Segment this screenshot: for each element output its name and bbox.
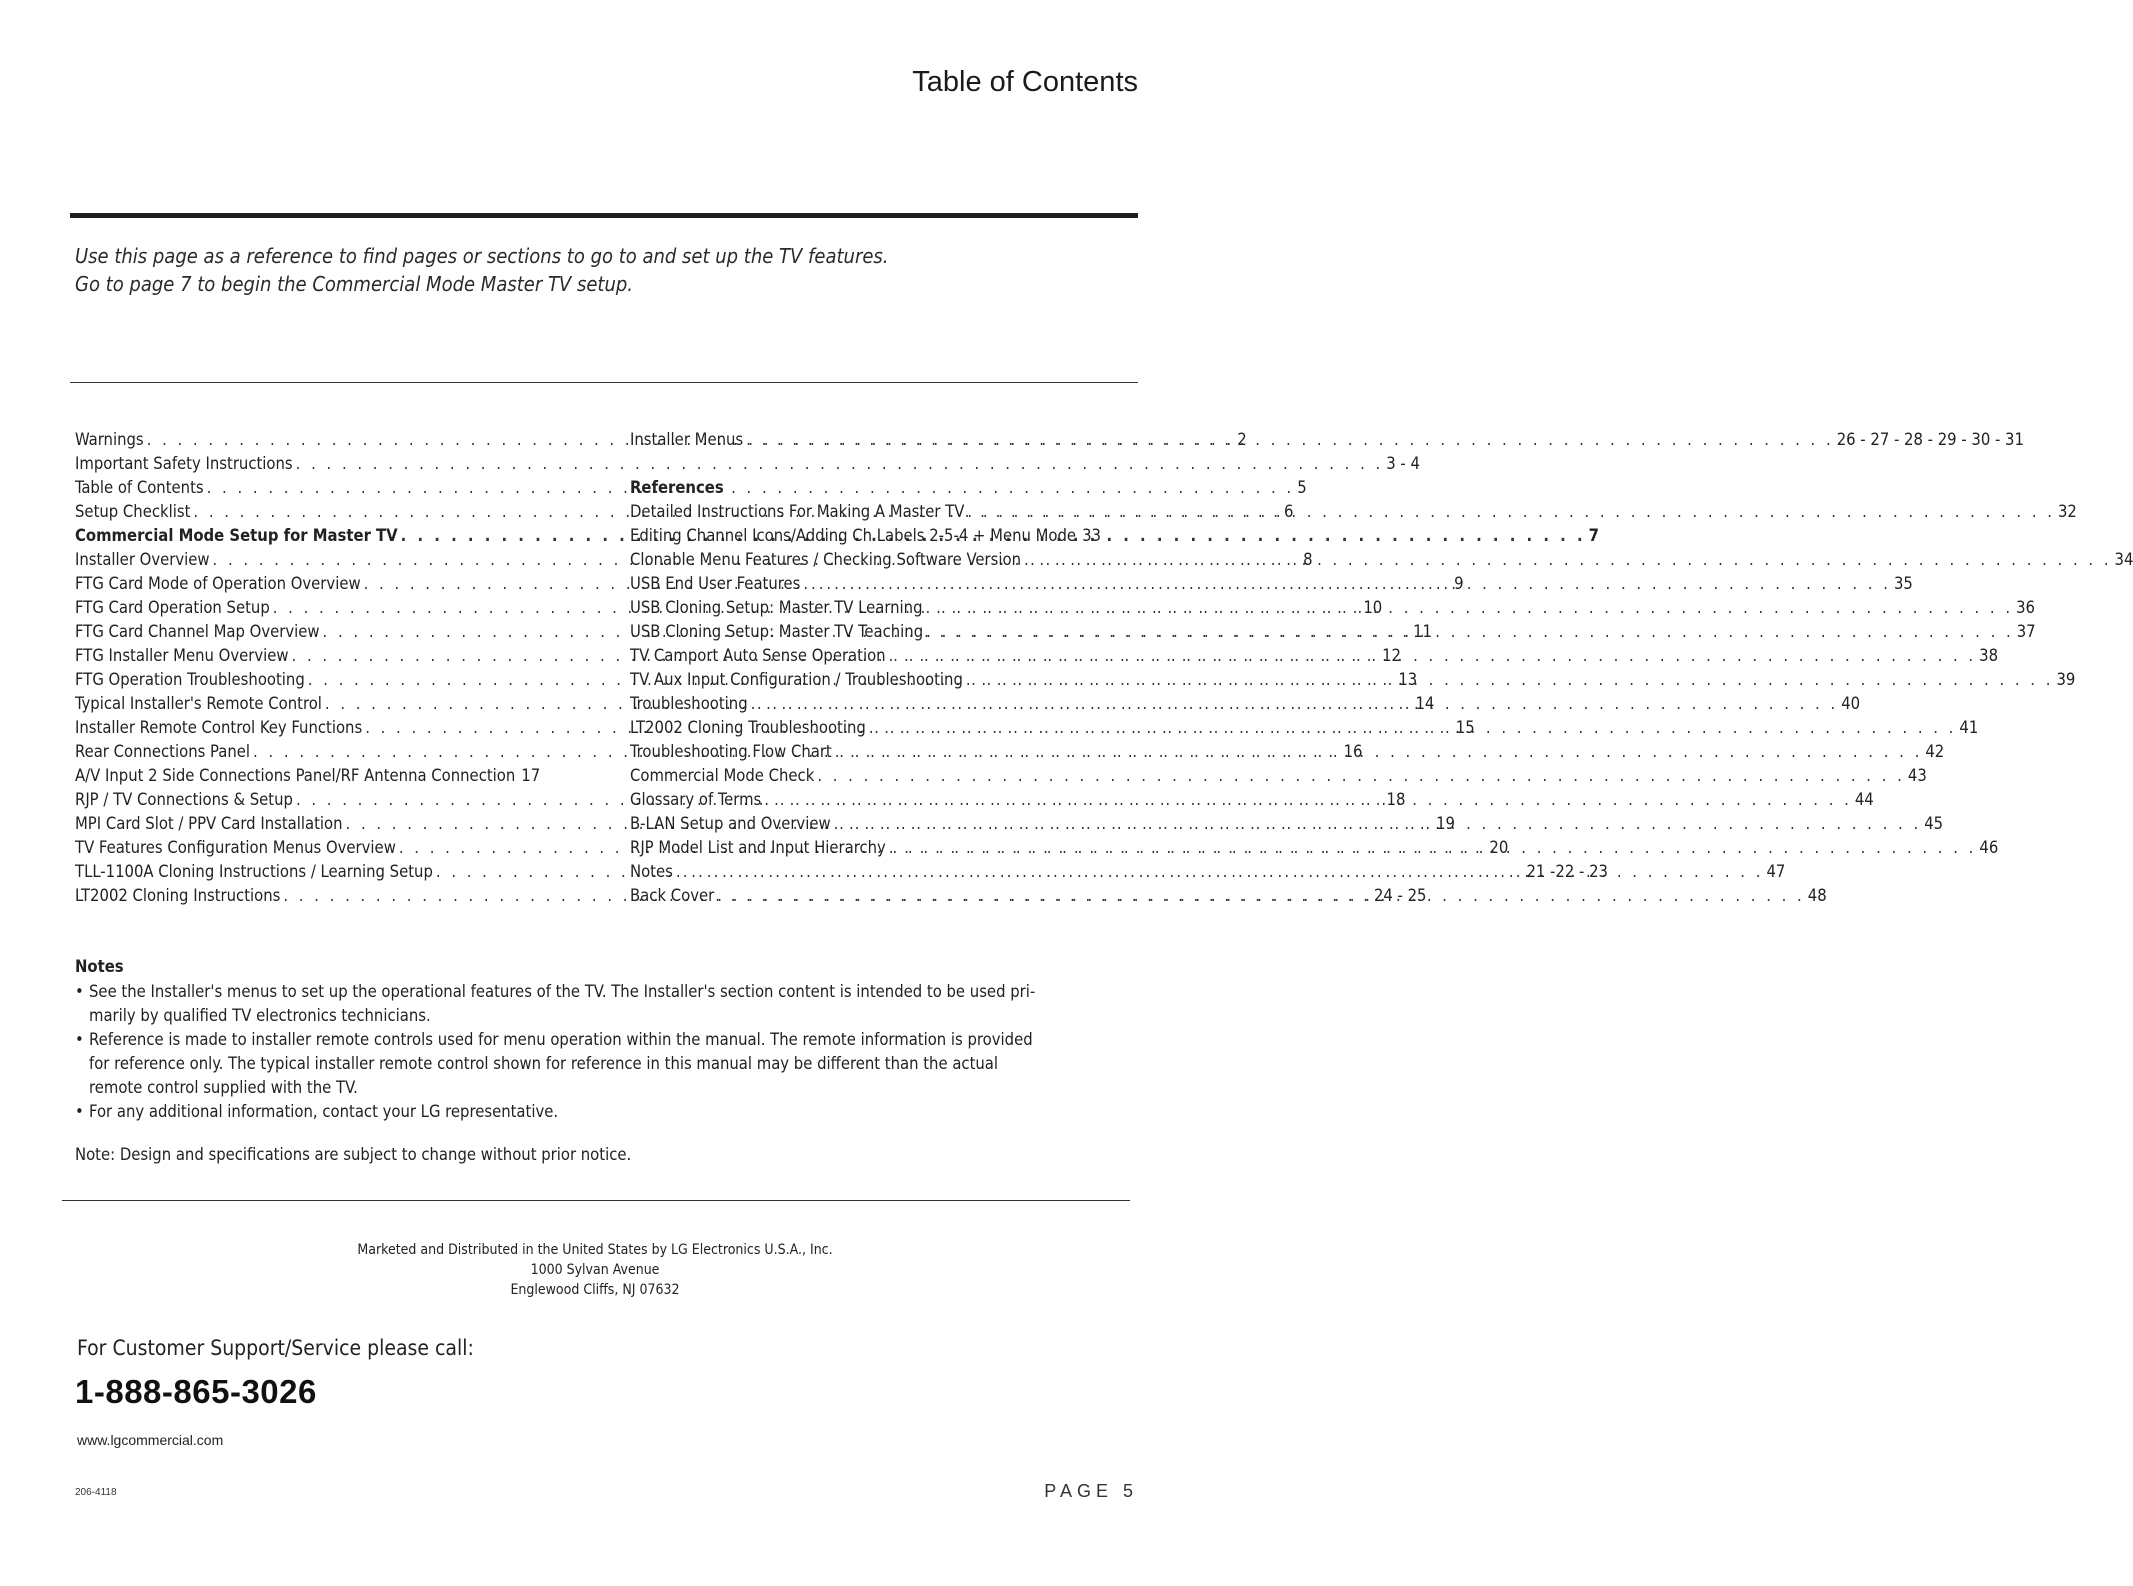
- footer-divider: [62, 1200, 1130, 1201]
- intro-line-1: Use this page as a reference to find pages or sections to go to and set up the TV features.: [75, 244, 889, 268]
- toc-entry-b-lan[interactable]: B-LAN Setup and Overview . . . 45: [630, 812, 1137, 836]
- toc-entry-ftg-operation-setup[interactable]: FTG Card Operation Setup . . . 10: [75, 596, 588, 620]
- toc-entry-back-cover[interactable]: Back Cover . . . 48: [630, 884, 1137, 908]
- toc-entry-safety[interactable]: Important Safety Instructions . . . 3 - 4: [75, 452, 588, 476]
- distributor-line-3: Englewood Cliffs, NJ 07632: [510, 1282, 680, 1298]
- toc-entry-lt2002-troubleshooting[interactable]: LT2002 Cloning Troubleshooting . . . 41: [630, 716, 1137, 740]
- toc-entry-mpi-card[interactable]: MPI Card Slot / PPV Card Installation . . . 19: [75, 812, 588, 836]
- toc-entry-commercial-mode-setup[interactable]: Commercial Mode Setup for Master TV . . . 7: [75, 524, 588, 548]
- distributor-info: [0, 1240, 1190, 1300]
- notes-item: • For any additional information, contact your LG representative.: [75, 1100, 1135, 1124]
- header-divider: [70, 213, 1138, 218]
- toc-entry-lt2002-cloning[interactable]: LT2002 Cloning Instructions . . . 24 - 25: [75, 884, 588, 908]
- toc-entry-table-of-contents[interactable]: Table of Contents . . . 5: [75, 476, 588, 500]
- distributor-line-1: Marketed and Distributed in the United States by LG Electronics U.S.A., Inc.: [357, 1242, 833, 1258]
- intro-line-2: Go to page 7 to begin the Commercial Mode Master TV setup.: [75, 272, 633, 296]
- toc-entry-remote-control[interactable]: Typical Installer's Remote Control . . . 14: [75, 692, 588, 716]
- toc-entry-clonable-menu[interactable]: Clonable Menu Features / Checking Software Version . . . 34: [630, 548, 1137, 572]
- support-phone-number[interactable]: 1-888-865-3026: [75, 1373, 317, 1410]
- toc-entry-master-tv-instructions[interactable]: Detailed Instructions For Making A Master TV . . . 32: [630, 500, 1137, 524]
- toc-entry-commercial-mode-check[interactable]: Commercial Mode Check . . . 43: [630, 764, 1137, 788]
- notes-item: • Reference is made to installer remote controls used for menu operation within the manual. The remote information is provided for reference only. The typical installer remote control shown for reference in this manual may be different than the actual remote control supplied with the TV.: [75, 1028, 1135, 1100]
- toc-entry-notes[interactable]: Notes . . . 47: [630, 860, 1137, 884]
- website-link[interactable]: www.lgcommercial.com: [77, 1432, 224, 1448]
- toc-entry-usb-teaching[interactable]: USB Cloning Setup: Master TV Teaching . . . 37: [630, 620, 1137, 644]
- page-number: PAGE 5: [1044, 1481, 1138, 1501]
- document-number: 206-4118: [75, 1487, 117, 1498]
- toc-entry-glossary[interactable]: Glossary of Terms . . . 44: [630, 788, 1137, 812]
- toc-entry-av-input-2[interactable]: A/V Input 2 Side Connections Panel/RF Antenna Connection 17: [75, 766, 541, 785]
- disclaimer: Note: Design and specifications are subject to change without prior notice.: [75, 1145, 632, 1164]
- toc-entry-rjp-connections[interactable]: RJP / TV Connections & Setup . . . 18: [75, 788, 588, 812]
- toc-entry-troubleshooting[interactable]: Troubleshooting . . . 40: [630, 692, 1137, 716]
- toc-entry-rjp-model-list[interactable]: RJP Model List and Input Hierarchy . . . 46: [630, 836, 1137, 860]
- toc-entry-tll-1100a[interactable]: TLL-1100A Cloning Instructions / Learning Setup . . . 21 -22 - 23: [75, 860, 588, 884]
- toc-entry-camport[interactable]: TV Camport Auto Sense Operation . . . 38: [630, 644, 1137, 668]
- toc-entry-installer-overview[interactable]: Installer Overview . . . 8: [75, 548, 588, 572]
- distributor-line-2: 1000 Sylvan Avenue: [530, 1262, 660, 1278]
- toc-entry-ftg-installer-menu[interactable]: FTG Installer Menu Overview . . . 12: [75, 644, 588, 668]
- intro-text: [75, 242, 1135, 298]
- toc-entry-warnings[interactable]: Warnings . . . 2: [75, 428, 588, 452]
- page-title: Table of Contents: [912, 66, 1138, 98]
- notes-heading: Notes: [75, 957, 124, 976]
- toc-entry-remote-key-functions[interactable]: Installer Remote Control Key Functions . . . 15: [75, 716, 588, 740]
- toc-entry-ftg-channel-map[interactable]: FTG Card Channel Map Overview . . . 11: [75, 620, 588, 644]
- support-text: For Customer Support/Service please call:: [77, 1336, 474, 1360]
- toc-entry-tv-features-menus[interactable]: TV Features Configuration Menus Overview . . . 20: [75, 836, 588, 860]
- notes-item: • See the Installer's menus to set up the operational features of the TV. The Installer's section content is intended to be used pri- marily by qualified TV electronics technicians.: [75, 980, 1135, 1028]
- toc-entry-ftg-mode[interactable]: FTG Card Mode of Operation Overview . . . 9: [75, 572, 588, 596]
- toc-entry-rear-connections[interactable]: Rear Connections Panel . . . 16: [75, 740, 588, 764]
- toc-entry-usb-learning[interactable]: USB Cloning Setup: Master TV Learning . . . 36: [630, 596, 1137, 620]
- toc-entry-aux-input[interactable]: TV Aux Input Configuration / Troubleshooting . . . 39: [630, 668, 1137, 692]
- toc-entry-editing-channel-icons[interactable]: Editing Channel Icons/Adding Ch Labels 2-5-4 + Menu Mode 33: [630, 526, 1101, 545]
- toc-entry-installer-menus[interactable]: Installer Menus . . . 26 - 27 - 28 - 29 - 30 - 31: [630, 428, 1137, 452]
- notes-list: [75, 980, 1135, 1124]
- toc-entry-flow-chart[interactable]: Troubleshooting Flow Chart . . . 42: [630, 740, 1137, 764]
- notes-section: [75, 955, 1135, 1124]
- toc-entry-usb-end-user[interactable]: USB End User Features . . . 35: [630, 572, 1137, 596]
- toc-entry-setup-checklist[interactable]: Setup Checklist . . . 6: [75, 500, 588, 524]
- references-heading: References: [630, 478, 724, 497]
- toc-spacer: [630, 452, 1137, 476]
- toc-entry-ftg-troubleshooting[interactable]: FTG Operation Troubleshooting . . . 13: [75, 668, 588, 692]
- intro-divider: [70, 382, 1138, 383]
